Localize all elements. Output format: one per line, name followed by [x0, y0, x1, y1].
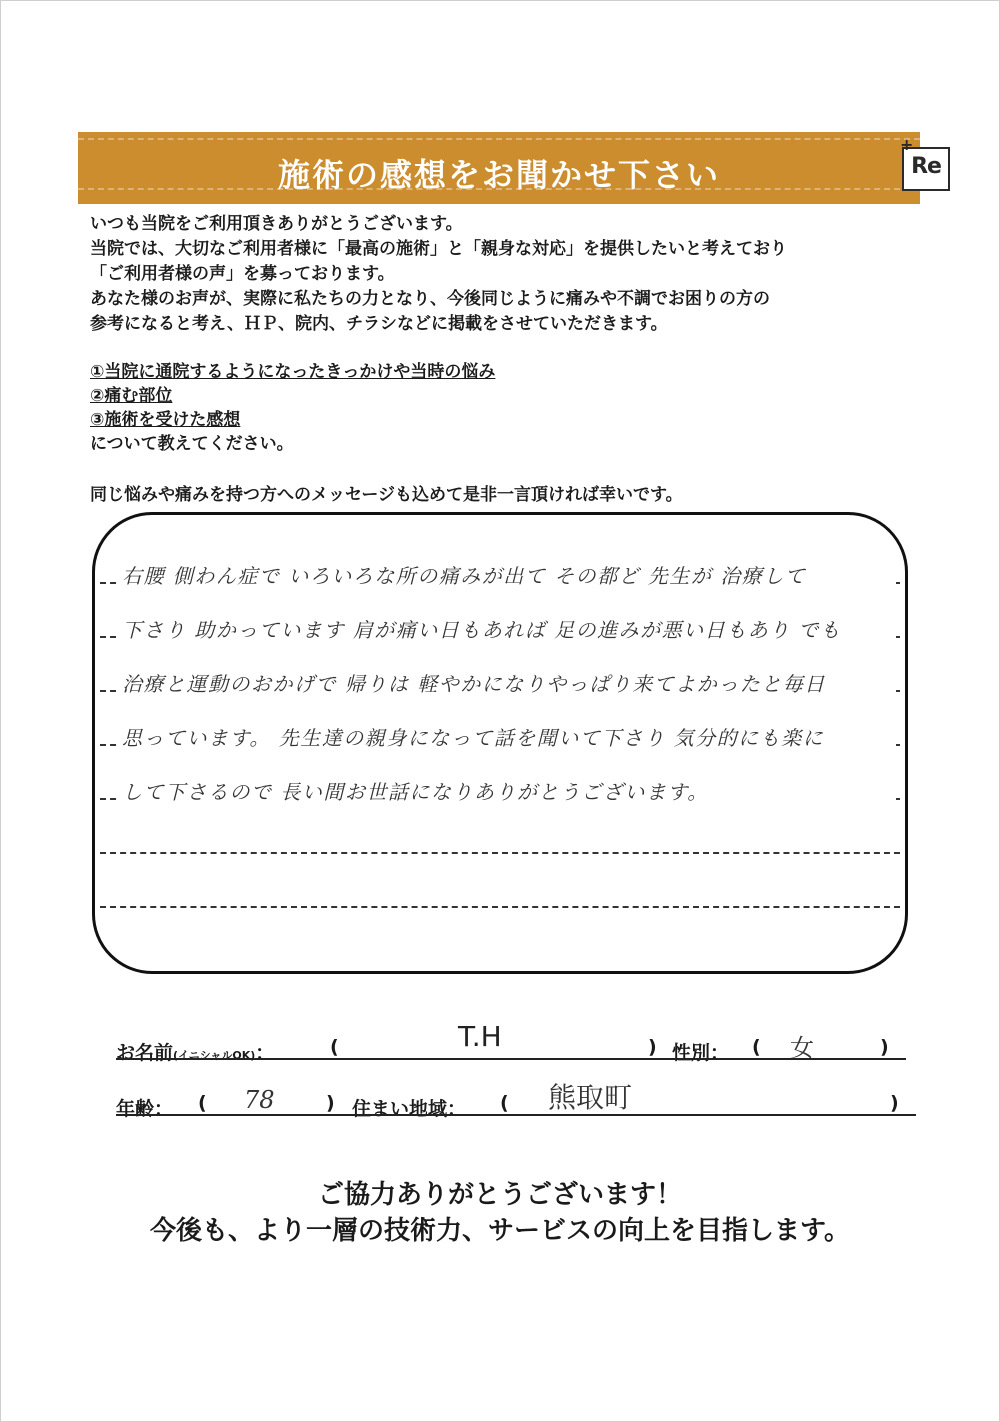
age-open-paren: (: [198, 1092, 207, 1114]
question-item: ③施術を受けた感想: [90, 410, 241, 430]
area-open-paren: (: [500, 1092, 509, 1114]
gender-close-paren: ): [880, 1036, 889, 1058]
intro-line: あなた様のお声が、実際に私たちの力となり、今後同じように痛みや不調でお困りの方の: [90, 289, 770, 309]
page-title: 施術の感想をお聞かせ下さい: [277, 156, 720, 194]
answer-rule: [100, 906, 900, 908]
gender-value: 女: [790, 1034, 814, 1062]
area-label: 住まい地域: [352, 1098, 448, 1120]
name-hint: (イニシャルOK): [173, 1049, 256, 1062]
message-lead: 同じ悩みや痛みを持つ方へのメッセージも込めて是非一言頂ければ幸いです。: [90, 485, 683, 505]
gender-open-paren: (: [752, 1036, 761, 1058]
question-item: ①当院に通院するようになったきっかけや当時の悩み: [90, 362, 496, 382]
area-colon: ：: [447, 1098, 467, 1120]
logo-text: Re: [911, 154, 941, 179]
closing-thanks: ご協力ありがとうございます！: [317, 1180, 682, 1210]
question-closing: について教えてください。: [90, 434, 294, 454]
gender-colon: ：: [710, 1042, 730, 1064]
name-value: T.H: [458, 1020, 502, 1053]
age-row-underline: [116, 1114, 916, 1116]
title-banner: [78, 132, 941, 204]
gender-label: 性別: [672, 1042, 711, 1064]
answer-rule: [100, 852, 900, 854]
closing-message: 今後も、より一層の技術力、サービスの向上を目指します。: [150, 1216, 850, 1246]
area-row: [352, 1094, 466, 1121]
age-close-paren: ): [326, 1092, 335, 1114]
age-label: 年齢: [116, 1098, 155, 1120]
question-list: [90, 360, 930, 456]
area-value: 熊取町: [548, 1081, 633, 1114]
handwritten-answer-line: 思っています。 先生達の親身になって話を聞いて下さり 気分的にも楽に: [118, 722, 896, 751]
clinic-logo: [900, 135, 950, 191]
intro-text: [90, 212, 930, 337]
name-row-underline: [116, 1058, 906, 1060]
intro-line: 参考になると考え、ＨＰ、院内、チラシなどに掲載をさせていただきます。: [90, 314, 668, 334]
banner-stitch-top: [78, 138, 920, 148]
name-label: お名前: [116, 1042, 174, 1064]
age-value: 78: [244, 1086, 275, 1114]
gender-row: [672, 1038, 729, 1065]
logo-plus-icon: +: [900, 135, 914, 154]
name-open-paren: (: [330, 1036, 339, 1058]
handwritten-answer-line: 治療と運動のおかげで 帰りは 軽やかになりやっぱり来てよかったと毎日: [118, 668, 896, 697]
name-row: [116, 1038, 274, 1065]
name-close-paren: ): [648, 1036, 657, 1058]
name-colon: ：: [255, 1042, 275, 1064]
intro-line: 「ご利用者様の声」を募っております。: [90, 264, 395, 284]
handwritten-answer-line: 右腰 側わん症で いろいろな所の痛みが出て その都ど 先生が 治療して: [118, 560, 896, 589]
intro-line: いつも当院をご利用頂きありがとうございます。: [90, 214, 463, 234]
area-close-paren: ): [890, 1092, 899, 1114]
handwritten-answer-line: 下さり 助かっています 肩が痛い日もあれば 足の進みが悪い日もあり でも: [118, 614, 896, 643]
age-row: [116, 1094, 173, 1121]
handwritten-answer-line: して下さるので 長い間お世話になりありがとうございます。: [118, 776, 896, 805]
question-item: ②痛む部位: [90, 386, 173, 406]
age-colon: ：: [154, 1098, 174, 1120]
intro-line: 当院では、大切なご利用者様に「最高の施術」と「親身な対応」を提供したいと考えており: [90, 239, 787, 259]
